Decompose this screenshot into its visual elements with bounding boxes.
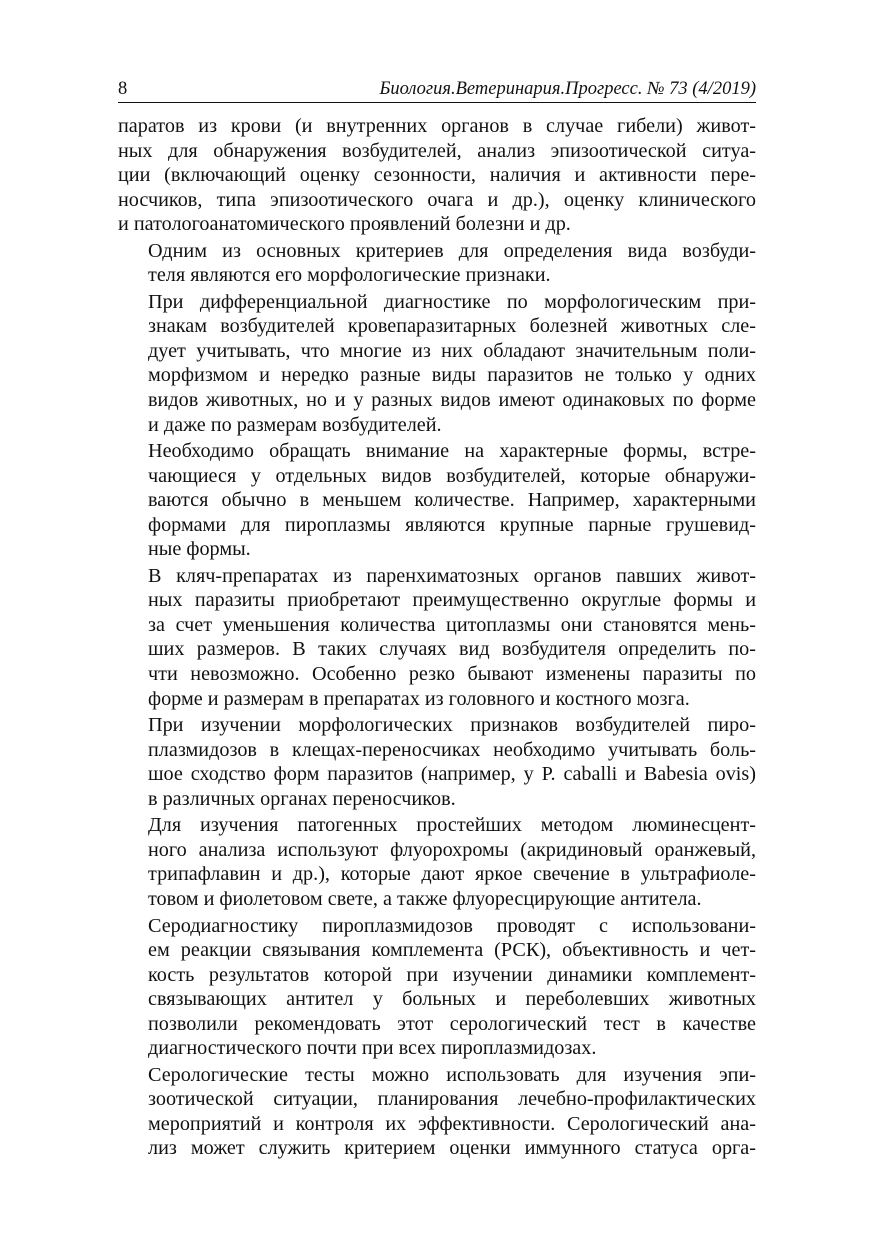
text-line: ных для обнаружения возбудителей, анализ эпизоотической ситуа-	[118, 139, 756, 162]
text-line: формами для пироплазмы являются крупные парные грушевид-	[148, 513, 756, 536]
text-line: Необходимо обращать внимание на характерные формы, встре-	[148, 440, 756, 463]
text-line: Серодиагностику пироплазмидозов проводят с использовани-	[148, 914, 756, 937]
text-line: Одним из основных критериев для определения вида возбуди-	[148, 239, 756, 262]
text-line: и даже по размерам возбудителей.	[148, 413, 442, 436]
text-line: за счет уменьшения количества цитоплазмы они становятся мень-	[148, 613, 756, 636]
text-line: Серологические тесты можно использовать для изучения эпи-	[148, 1063, 756, 1086]
journal-page	[118, 76, 756, 1161]
text-line: и патологоанатомического проявлений болезни и др.	[118, 213, 571, 236]
text-line: товом и фиолетовом свете, а также флуоресцирующие антитела.	[148, 887, 702, 910]
text-line: связывающих антител у больных и переболевших животных	[148, 988, 756, 1011]
text-line: При изучении морфологических признаков возбудителей пиро-	[148, 714, 756, 737]
text-line: паратов из крови (и внутренних органов в случае гибели) живот-	[118, 115, 756, 137]
text-line: дует учитывать, что многие из них обладают значительным поли-	[148, 339, 756, 362]
paragraph	[118, 813, 756, 911]
article-body	[118, 114, 756, 1161]
text-line: кость результатов которой при изучении динамики комплемент-	[148, 963, 756, 986]
text-line: носчиков, типа эпизоотического очага и др.), оценку клинического	[118, 188, 756, 211]
paragraph	[118, 114, 756, 237]
text-line: Для изучения патогенных простейших методом люминесцент-	[148, 814, 756, 837]
paragraph	[118, 439, 756, 562]
paragraph	[118, 564, 756, 711]
text-line: трипафлавин и др.), которые дают яркое свечение в ультрафиоле-	[148, 863, 756, 886]
text-line: зоотической ситуации, планирования лечебно-профилактических	[148, 1088, 756, 1111]
text-line: шое сходство форм паразитов (например, у P. caballi и Babesia ovis)	[148, 763, 756, 786]
text-line: мероприятий и контроля их эффективности. Серологический ана-	[148, 1112, 756, 1135]
text-line: При дифференциальной диагностике по морфологическим при-	[148, 290, 756, 313]
text-line: ваются обычно в меньшем количестве. Например, характерными	[148, 489, 756, 512]
text-line: лиз может служить критерием оценки иммунного статуса орга-	[148, 1137, 756, 1160]
text-line: ем реакции связывания комплемента (РСК), объективность и чет-	[148, 939, 756, 962]
text-line: чающиеся у отдельных видов возбудителей, которые обнаружи-	[148, 464, 756, 487]
text-line: знакам возбудителей кровепаразитарных болезней животных сле-	[148, 315, 756, 338]
paragraph	[118, 914, 756, 1061]
text-line: В кляч-препаратах из паренхиматозных органов павших живот-	[148, 564, 756, 587]
paragraph	[118, 1063, 756, 1161]
text-line: диагностического почти при всех пироплазмидозах.	[148, 1037, 597, 1060]
text-line: ные формы.	[148, 538, 251, 561]
text-line: теля являются его морфологические признаки.	[148, 264, 551, 287]
journal-title: Биология.Ветеринария.Прогресс. № 73 (4/2019)	[379, 79, 756, 99]
paragraph	[118, 239, 756, 288]
page-number: 8	[118, 79, 128, 99]
paragraph	[118, 290, 756, 437]
text-line: чти невозможно. Особенно резко бывают изменены паразиты по	[148, 663, 756, 686]
running-header	[118, 76, 756, 103]
paragraph	[118, 713, 756, 811]
text-line: видов животных, но и у разных видов имеют одинаковых по форме	[148, 389, 756, 412]
text-line: форме и размерам в препаратах из головного и костного мозга.	[148, 687, 690, 710]
text-line: ного анализа используют флуорохромы (акридиновый оранжевый,	[148, 838, 756, 861]
text-line: ших размеров. В таких случаях вид возбудителя определить по-	[148, 638, 756, 661]
text-line: в различных органах переносчиков.	[148, 787, 456, 810]
text-line: морфизмом и нередко разные виды паразитов не только у одних	[148, 364, 756, 387]
text-line: плазмидозов в клещах-переносчиках необходимо учитывать боль-	[148, 738, 756, 761]
text-line: позволили рекомендовать этот серологический тест в качестве	[148, 1012, 756, 1035]
text-line: ции (включающий оценку сезонности, наличия и активности пере-	[118, 164, 756, 187]
text-line: ных паразиты приобретают преимущественно округлые формы и	[148, 589, 756, 612]
